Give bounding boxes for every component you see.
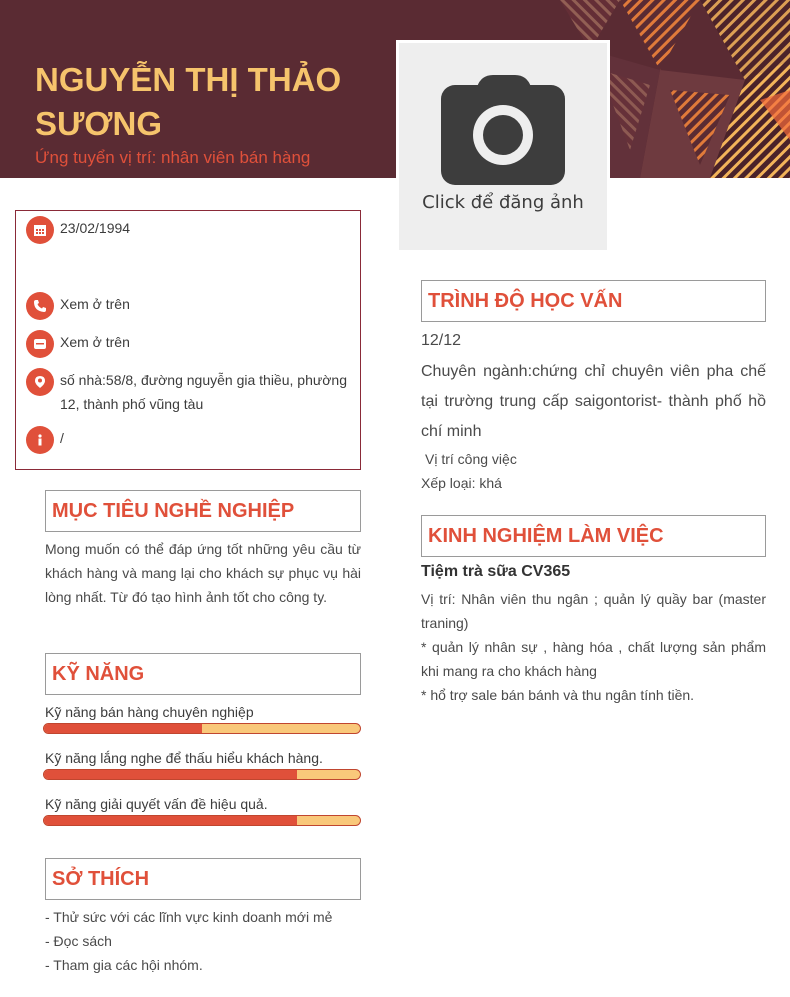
envelope-icon	[26, 330, 54, 358]
skill-progress-bar	[43, 723, 361, 734]
experience-line: * hổ trợ sale bán bánh và thu ngân tính tiền.	[421, 687, 695, 703]
objective-heading	[45, 490, 361, 532]
info-text: /	[60, 430, 64, 446]
email-text: Xem ở trên	[60, 334, 130, 350]
experience-company: Tiệm trà sữa CV365	[421, 563, 571, 580]
phone-text: Xem ở trên	[60, 296, 130, 312]
photo-upload[interactable]	[396, 40, 610, 253]
skills-heading	[45, 653, 361, 695]
education-grade: 12/12	[421, 332, 462, 349]
header-banner	[0, 0, 790, 178]
experience-title: KINH NGHIỆM LÀM VIỆC	[428, 525, 664, 547]
phone-row	[26, 292, 350, 320]
experience-line: * quản lý nhân sự , hàng hóa , chất lượng sản phẩm khi mang ra cho khách hàng	[421, 639, 766, 679]
experience-line: Vị trí: Nhân viên thu ngân ; quản lý quầy bar (master traning)	[421, 591, 766, 631]
objective-text: Mong muốn có thể đáp ứng tốt những yêu cầu từ khách hàng và mang lại cho khách sự phục vụ hài lòng nhất. Từ đó tạo hình ảnh tốt cho công ty.	[45, 541, 361, 605]
hobby-item: - Đọc sách	[45, 933, 112, 949]
calendar-icon	[26, 216, 54, 244]
skill-label: Kỹ năng lắng nghe để thấu hiểu khách hàng.	[45, 750, 323, 766]
hobbies-heading	[45, 858, 361, 900]
education-title: TRÌNH ĐỘ HỌC VẤN	[428, 290, 623, 312]
info-icon	[26, 426, 54, 454]
birthday-text: 23/02/1994	[60, 220, 131, 236]
skill-progress-bar	[43, 769, 361, 780]
contact-box	[15, 210, 361, 470]
experience-heading	[421, 515, 766, 557]
skills-title: KỸ NĂNG	[52, 663, 145, 685]
education-heading	[421, 280, 766, 322]
address-row	[26, 368, 350, 416]
birthday-row	[26, 216, 350, 244]
photo-caption: Click để đăng ảnh	[422, 192, 584, 213]
phone-icon	[26, 292, 54, 320]
education-rank: Xếp loại: khá	[421, 475, 502, 491]
camera-icon	[441, 75, 565, 185]
candidate-name: NGUYỄN THỊ THẢO SƯƠNG	[35, 61, 342, 142]
skill-progress-fill	[44, 816, 297, 825]
applied-position: Ứng tuyển vị trí: nhân viên bán hàng	[35, 148, 311, 167]
skill-label: Kỹ năng giải quyết vấn đề hiệu quả.	[45, 796, 268, 812]
objective-title: MỤC TIÊU NGHỀ NGHIỆP	[52, 500, 295, 522]
hobby-item: - Tham gia các hội nhóm.	[45, 957, 203, 973]
skill-progress-fill	[44, 770, 297, 779]
location-pin-icon	[26, 368, 54, 396]
address-text: số nhà:58/8, đường nguyễn gia thiều, phường 12, thành phố vũng tàu	[60, 372, 347, 412]
skill-label: Kỹ năng bán hàng chuyên nghiệp	[45, 704, 254, 720]
email-row	[26, 330, 350, 358]
education-job: Vị trí công việc	[425, 451, 517, 467]
skill-progress-bar	[43, 815, 361, 826]
info-row	[26, 426, 350, 454]
hobbies-title: SỞ THÍCH	[52, 868, 150, 890]
skill-progress-fill	[44, 724, 202, 733]
hobby-item: - Thử sức với các lĩnh vực kinh doanh mới mẻ	[45, 909, 333, 925]
education-major: Chuyên ngành:chứng chỉ chuyên viên pha chế tại trường trung cấp saigontorist- thành phố hồ chí minh	[421, 363, 766, 440]
